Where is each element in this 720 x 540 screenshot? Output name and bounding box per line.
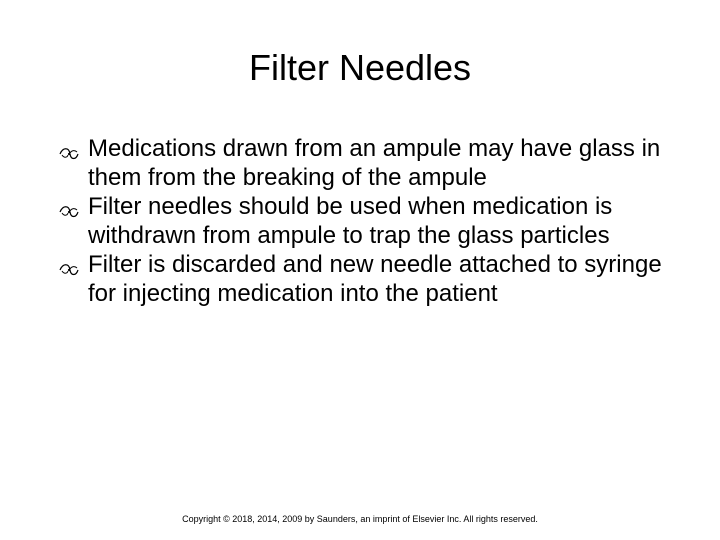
- slide-title: Filter Needles: [248, 47, 472, 88]
- bullet-item: [58, 192, 678, 250]
- bullet-text: Medications drawn from an ampule may have glass in them from the breaking of the ampule: [88, 135, 661, 191]
- bullet-text: Filter is discarded and new needle attached to syringe for injecting medication into the patient: [88, 251, 662, 307]
- copyright-footer: Copyright © 2018, 2014, 2009 by Saunders, an imprint of Elsevier Inc. All rights reserved.: [182, 514, 538, 524]
- fleuron-bullet-icon: [58, 256, 80, 272]
- bullet-item: [58, 250, 678, 308]
- bullet-list: [58, 134, 678, 308]
- fleuron-bullet-icon: [58, 198, 80, 214]
- fleuron-bullet-icon: [58, 140, 80, 156]
- bullet-text: Filter needles should be used when medication is withdrawn from ampule to trap the glass particles: [88, 193, 613, 249]
- bullet-item: [58, 134, 678, 192]
